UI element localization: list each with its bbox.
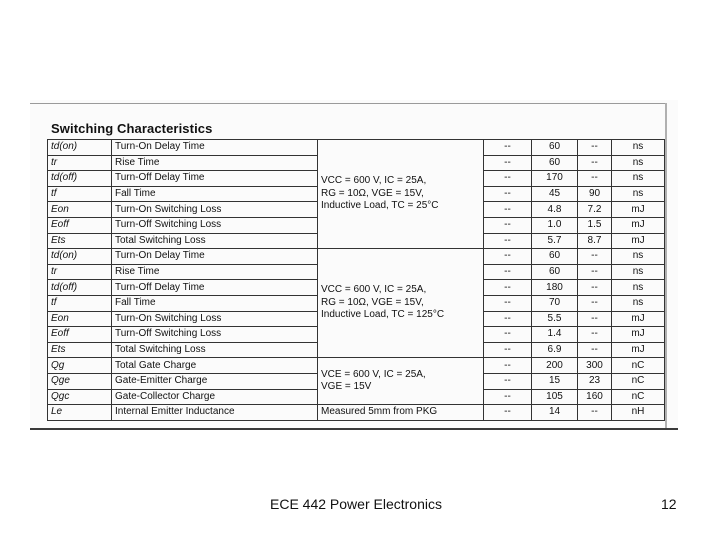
max-cell: 1.5 (578, 217, 612, 233)
unit-cell: nC (612, 358, 665, 374)
typ-cell: 4.8 (532, 202, 578, 218)
condition-line: RG = 10Ω, VGE = 15V, (321, 296, 424, 308)
symbol-cell: tr (48, 264, 112, 280)
parameter-cell: Turn-Off Delay Time (112, 280, 318, 296)
symbol-cell: tf (48, 186, 112, 202)
parameter-cell: Rise Time (112, 264, 318, 280)
min-cell: -- (484, 140, 532, 156)
condition-line: RG = 10Ω, VGE = 15V, (321, 187, 424, 199)
unit-cell: mJ (612, 217, 665, 233)
typ-cell: 14 (532, 405, 578, 421)
unit-cell: nC (612, 389, 665, 405)
max-cell: -- (578, 311, 612, 327)
parameter-cell: Fall Time (112, 186, 318, 202)
max-cell: -- (578, 171, 612, 187)
parameter-cell: Fall Time (112, 295, 318, 311)
symbol-cell: Eon (48, 311, 112, 327)
unit-cell: mJ (612, 342, 665, 358)
typ-cell: 200 (532, 358, 578, 374)
parameter-cell: Turn-Off Switching Loss (112, 327, 318, 343)
typ-cell: 170 (532, 171, 578, 187)
typ-cell: 60 (532, 140, 578, 156)
min-cell: -- (484, 264, 532, 280)
symbol-cell: td(off) (48, 171, 112, 187)
max-cell: -- (578, 155, 612, 171)
min-cell: -- (484, 280, 532, 296)
max-cell: -- (578, 295, 612, 311)
min-cell: -- (484, 171, 532, 187)
table-row (48, 405, 665, 421)
symbol-cell: Le (48, 405, 112, 421)
typ-cell: 180 (532, 280, 578, 296)
symbol-cell: Qg (48, 358, 112, 374)
table-row (48, 358, 665, 374)
parameter-cell: Total Switching Loss (112, 233, 318, 249)
section-title: Switching Characteristics (51, 121, 213, 136)
typ-cell: 1.4 (532, 327, 578, 343)
typ-cell: 60 (532, 264, 578, 280)
min-cell: -- (484, 389, 532, 405)
unit-cell: ns (612, 186, 665, 202)
footer-course-title: ECE 442 Power Electronics (270, 496, 442, 512)
max-cell: -- (578, 405, 612, 421)
typ-cell: 6.9 (532, 342, 578, 358)
conditions-cell (318, 140, 484, 249)
parameter-cell: Gate-Emitter Charge (112, 373, 318, 389)
condition-line: Inductive Load, TC = 25°C (321, 200, 439, 212)
scan-top-rule (30, 103, 665, 104)
parameter-cell: Turn-On Delay Time (112, 140, 318, 156)
table-row (48, 249, 665, 265)
condition-line: VCE = 600 V, IC = 25A, (321, 368, 426, 380)
unit-cell: mJ (612, 202, 665, 218)
symbol-cell: td(on) (48, 140, 112, 156)
scan-right-edge (665, 103, 667, 430)
unit-cell: nH (612, 405, 665, 421)
unit-cell: ns (612, 155, 665, 171)
typ-cell: 70 (532, 295, 578, 311)
typ-cell: 45 (532, 186, 578, 202)
min-cell: -- (484, 342, 532, 358)
min-cell: -- (484, 186, 532, 202)
parameter-cell: Turn-Off Switching Loss (112, 217, 318, 233)
max-cell: 7.2 (578, 202, 612, 218)
symbol-cell: Qge (48, 373, 112, 389)
min-cell: -- (484, 405, 532, 421)
switching-characteristics-table (47, 139, 665, 421)
scan-bottom-rule (30, 428, 678, 430)
typ-cell: 60 (532, 249, 578, 265)
condition-line: VCC = 600 V, IC = 25A, (321, 175, 427, 187)
unit-cell: ns (612, 264, 665, 280)
symbol-cell: Eon (48, 202, 112, 218)
unit-cell: mJ (612, 311, 665, 327)
max-cell: -- (578, 140, 612, 156)
table-row (48, 140, 665, 156)
unit-cell: mJ (612, 327, 665, 343)
max-cell: 90 (578, 186, 612, 202)
unit-cell: ns (612, 295, 665, 311)
unit-cell: ns (612, 280, 665, 296)
min-cell: -- (484, 155, 532, 171)
max-cell: -- (578, 280, 612, 296)
min-cell: -- (484, 295, 532, 311)
symbol-cell: td(off) (48, 280, 112, 296)
max-cell: 300 (578, 358, 612, 374)
min-cell: -- (484, 327, 532, 343)
symbol-cell: Ets (48, 342, 112, 358)
min-cell: -- (484, 249, 532, 265)
parameter-cell: Gate-Collector Charge (112, 389, 318, 405)
min-cell: -- (484, 233, 532, 249)
parameter-cell: Turn-On Delay Time (112, 249, 318, 265)
min-cell: -- (484, 202, 532, 218)
parameter-cell: Turn-On Switching Loss (112, 202, 318, 218)
parameter-cell: Turn-Off Delay Time (112, 171, 318, 187)
typ-cell: 15 (532, 373, 578, 389)
max-cell: -- (578, 327, 612, 343)
min-cell: -- (484, 217, 532, 233)
unit-cell: ns (612, 171, 665, 187)
conditions-cell: Measured 5mm from PKG (318, 405, 484, 421)
symbol-cell: tf (48, 295, 112, 311)
min-cell: -- (484, 358, 532, 374)
min-cell: -- (484, 311, 532, 327)
max-cell: -- (578, 342, 612, 358)
parameter-cell: Total Switching Loss (112, 342, 318, 358)
parameter-cell: Internal Emitter Inductance (112, 405, 318, 421)
symbol-cell: tr (48, 155, 112, 171)
symbol-cell: td(on) (48, 249, 112, 265)
condition-line: VGE = 15V (321, 381, 372, 393)
page-number: 12 (661, 496, 677, 512)
typ-cell: 5.5 (532, 311, 578, 327)
unit-cell: ns (612, 249, 665, 265)
typ-cell: 105 (532, 389, 578, 405)
typ-cell: 5.7 (532, 233, 578, 249)
parameter-cell: Total Gate Charge (112, 358, 318, 374)
max-cell: 8.7 (578, 233, 612, 249)
parameter-cell: Turn-On Switching Loss (112, 311, 318, 327)
max-cell: -- (578, 264, 612, 280)
unit-cell: nC (612, 373, 665, 389)
symbol-cell: Eoff (48, 217, 112, 233)
max-cell: -- (578, 249, 612, 265)
unit-cell: mJ (612, 233, 665, 249)
condition-line: Inductive Load, TC = 125°C (321, 309, 445, 321)
min-cell: -- (484, 373, 532, 389)
unit-cell: ns (612, 140, 665, 156)
symbol-cell: Qgc (48, 389, 112, 405)
max-cell: 23 (578, 373, 612, 389)
symbol-cell: Eoff (48, 327, 112, 343)
symbol-cell: Ets (48, 233, 112, 249)
max-cell: 160 (578, 389, 612, 405)
conditions-cell (318, 358, 484, 405)
typ-cell: 1.0 (532, 217, 578, 233)
conditions-cell (318, 249, 484, 358)
parameter-cell: Rise Time (112, 155, 318, 171)
condition-line: VCC = 600 V, IC = 25A, (321, 284, 427, 296)
typ-cell: 60 (532, 155, 578, 171)
